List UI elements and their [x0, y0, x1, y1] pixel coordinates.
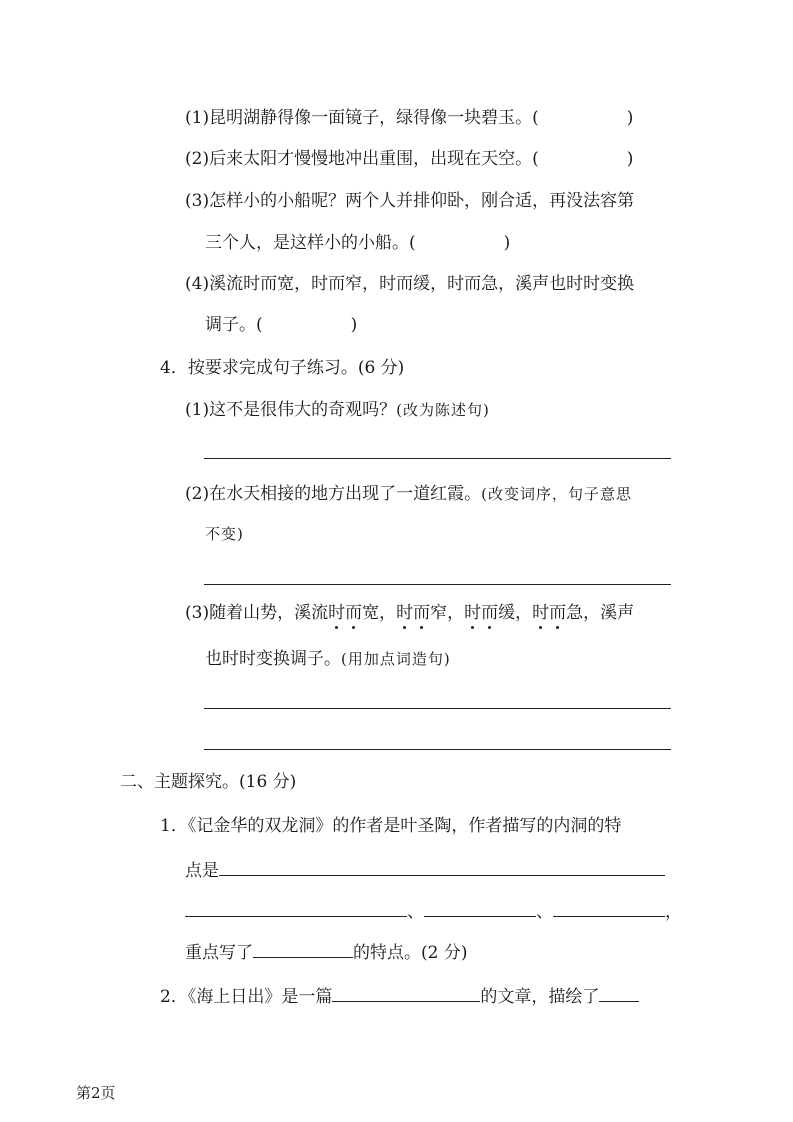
q4-s2-cont: 不变)	[205, 525, 244, 543]
q3-item-4-cont-text: 调子。(	[205, 315, 263, 335]
q4-s3-part: (3)随着山势，溪流	[185, 603, 329, 623]
q3-item-3: (3)怎样小的小船呢？两个人并排仰卧，刚合适，再没法容第	[185, 191, 635, 211]
answer-line-q4-3b[interactable]	[204, 749, 671, 750]
dotted-char: 而	[549, 603, 567, 623]
q4-sentence-2	[185, 482, 632, 506]
q4-title: 4．按要求完成句子练习。(6 分)	[160, 358, 405, 378]
q3-item-1-text: (1)昆明湖静得像一面镜子，绿得像一块碧玉。(	[185, 108, 539, 128]
s2-q1-line2	[185, 855, 665, 883]
answer-blank[interactable]	[599, 981, 639, 1002]
q4-s3-hint: (用加点词造句)	[341, 650, 451, 668]
answer-blank[interactable]	[253, 937, 353, 958]
q4-s1-hint: (改为陈述句)	[396, 401, 490, 419]
q3-item-4-cont	[205, 313, 357, 337]
answer-blank[interactable]	[332, 981, 480, 1002]
q3-item-1-close: )	[626, 108, 634, 128]
q4-s1-text: (1)这不是很伟大的奇观吗？	[185, 400, 397, 420]
q3-item-4: (4)溪流时而宽，时而窄，时而缓，时而急，溪声也时时变换	[185, 274, 635, 294]
q4-s3-cont	[205, 647, 451, 671]
section2-title: 二、主题探究。(16 分)	[120, 772, 297, 792]
dotted-char: 而	[413, 603, 431, 623]
answer-line-q4-3a[interactable]	[204, 708, 671, 709]
q4-sentence-3	[185, 601, 634, 625]
s2-q2-text: 2．《海上日出》是一篇	[160, 987, 333, 1007]
answer-blank[interactable]	[424, 896, 536, 917]
s2-q1: 1．《记金华的双龙洞》的作者是叶圣陶，作者描写的内洞的特	[160, 816, 622, 836]
dotted-char: 时	[464, 603, 482, 623]
separator: 、	[407, 902, 424, 922]
page-number: 第2页	[76, 1084, 116, 1102]
q4-s3-cont-text: 也时时变换调子。	[205, 649, 341, 669]
q3-item-3-cont	[205, 231, 510, 255]
s2-q1-line2-text: 点是	[185, 861, 219, 881]
separator: ，	[665, 902, 682, 922]
q4-s3-part: 宽，	[362, 603, 397, 623]
s2-q2	[160, 981, 639, 1009]
dotted-char: 时	[328, 603, 346, 623]
dotted-char: 而	[345, 603, 363, 623]
q4-s3-part: 急，溪声	[566, 603, 635, 623]
answer-blank[interactable]	[185, 896, 407, 917]
q3-item-3-close: )	[503, 233, 511, 253]
answer-blank[interactable]	[553, 896, 665, 917]
s2-q1-line4	[185, 937, 467, 965]
q4-sentence-1	[185, 398, 490, 422]
s2-q1-line4-text: 重点写了	[185, 943, 253, 963]
dotted-char: 时	[532, 603, 550, 623]
s2-q2-tail: 的文章，描绘了	[480, 987, 600, 1007]
q3-item-3-cont-text: 三个人，是这样小的小船。(	[205, 233, 416, 253]
s2-q1-line3	[185, 896, 682, 924]
s2-q1-line4-tail: 的特点。(2 分)	[353, 943, 468, 963]
separator: 、	[536, 902, 553, 922]
q4-s3-part: 缓，	[498, 603, 533, 623]
q4-s2-text: (2)在水天相接的地方出现了一道红霞。	[185, 484, 482, 504]
dotted-char: 时	[396, 603, 414, 623]
q3-item-2-text: (2)后来太阳才慢慢地冲出重围，出现在天空。(	[185, 149, 539, 169]
q4-s2-hint: (改变词序，句子意思	[481, 485, 632, 503]
q3-item-2	[185, 147, 633, 171]
q3-item-4-close: )	[350, 315, 358, 335]
q4-s3-part: 窄，	[430, 603, 465, 623]
q3-item-1	[185, 106, 633, 130]
answer-line-q4-1[interactable]	[204, 458, 671, 459]
answer-line-q4-2[interactable]	[204, 584, 671, 585]
answer-blank[interactable]	[219, 855, 665, 876]
q3-item-2-close: )	[626, 149, 634, 169]
dotted-char: 而	[481, 603, 499, 623]
